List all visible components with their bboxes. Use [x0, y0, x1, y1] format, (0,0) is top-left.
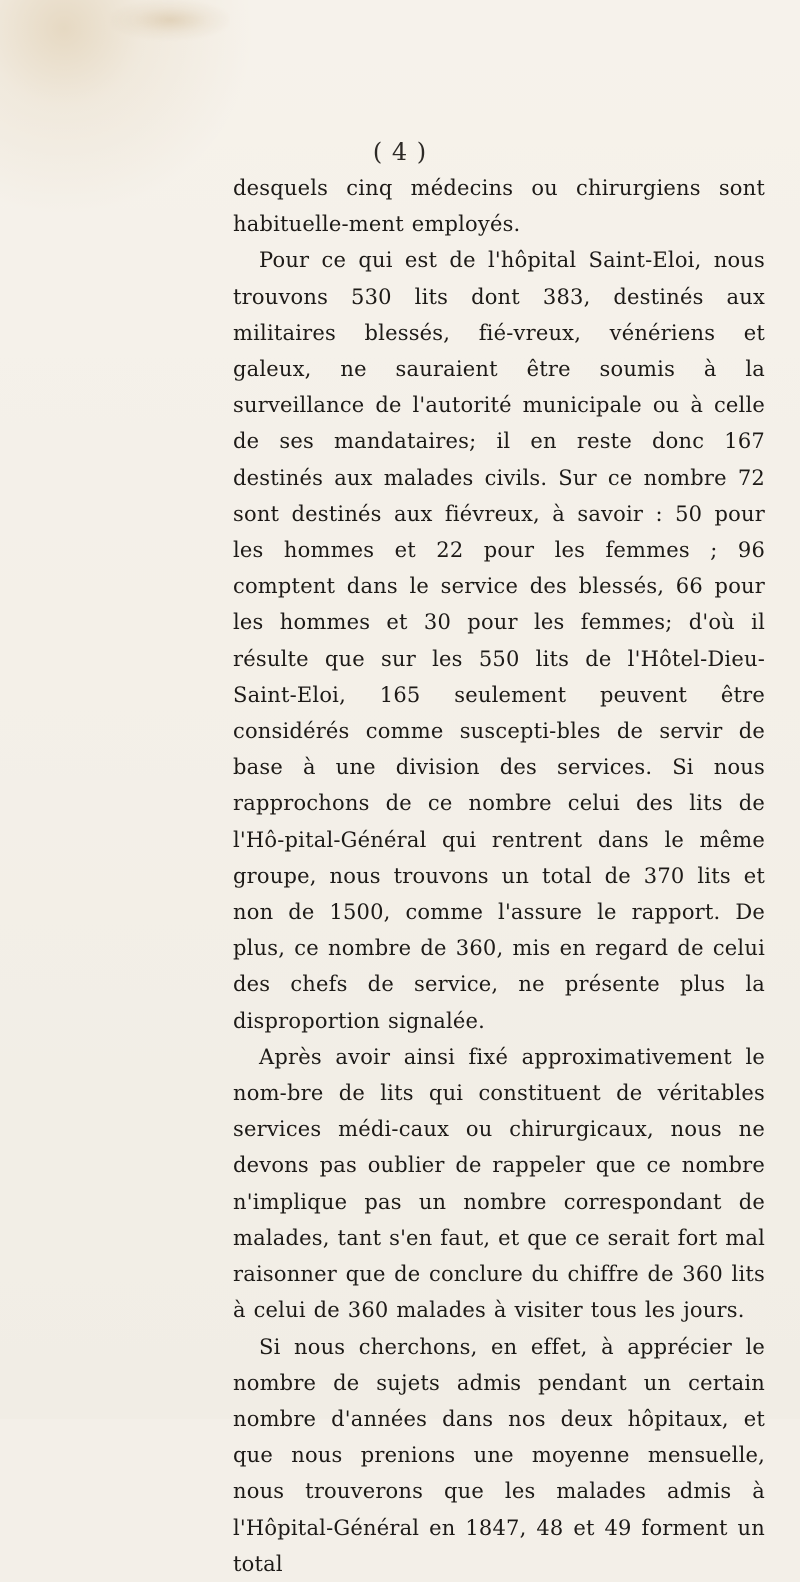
paper-stain: [110, 0, 230, 40]
paragraph-1: desquels cinq médecins ou chirurgiens sont habituelle-ment employés.: [233, 176, 765, 237]
paragraph-3: Après avoir ainsi fixé approximativement le nom-bre de lits qui constituent de véritables services médi-caux ou chirurgicaux, nous ne devons pas oublier de rappeler que ce nombre n'implique pas un nombre correspondant de malades, tant s'en faut, et que ce serait fort mal raisonner que de conclure du chiffre de 360 lits à celui de 360 malades à visiter tous les jours.: [233, 1044, 765, 1323]
body-text: [233, 170, 765, 1582]
paragraph-4: Si nous cherchons, en effet, à apprécier le nombre de sujets admis pendant un certain nombre d'années dans nos deux hôpitaux, et que nous prenions une moyenne mensuelle, nous trouverons que les malades admis à l'Hôpital-Général en 1847, 48 et 49 forment un total: [233, 1334, 765, 1576]
paragraph-2: Pour ce qui est de l'hôpital Saint-Eloi, nous trouvons 530 lits dont 383, destinés aux militaires blessés, fié-vreux, vénériens et galeux, ne sauraient être soumis à la surveillance de l'autorité municipale ou à celle de ses mandataires; il en reste donc 167 destinés aux malades civils. Sur ce nombre 72 sont destinés aux fiévreux, à savoir : 50 pour les hommes et 22 pour les femmes ; 96 comptent dans le service des blessés, 66 pour les hommes et 30 pour les femmes; d'où il résulte que sur les 550 lits de l'Hôtel-Dieu-Saint-Eloi, 165 seulement peuvent être considérés comme suscepti-bles de servir de base à une division des services. Si nous rapprochons de ce nombre celui des lits de l'Hô-pital-Général qui rentrent dans le même groupe, nous trouvons un total de 370 lits et non de 1500, comme l'assure le rapport. De plus, ce nombre de 360, mis en regard de celui des chefs de service, ne présente plus la disproportion signalée.: [233, 248, 765, 1033]
page-number: ( 4 ): [372, 138, 428, 166]
